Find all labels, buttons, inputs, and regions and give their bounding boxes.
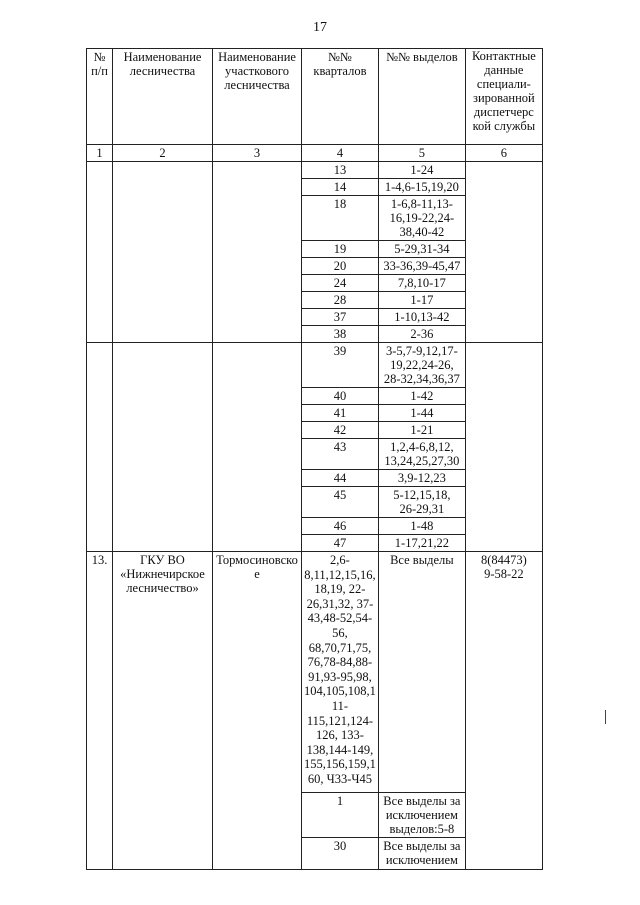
- allotment-cell: 1-10,13-42: [378, 309, 465, 326]
- column-index: 2: [113, 145, 213, 162]
- quarter-cell: 37: [302, 309, 379, 326]
- forestry-table: [86, 48, 543, 870]
- quarter-cell: 30: [302, 838, 379, 870]
- allotment-cell: 1-6,8-11,13- 16,19-22,24- 38,40-42: [378, 196, 465, 241]
- allotment-cell: 5-29,31-34: [378, 241, 465, 258]
- allotment-cell: 1-4,6-15,19,20: [378, 179, 465, 196]
- quarter-cell: 46: [302, 518, 379, 535]
- quarter-cell: 42: [302, 422, 379, 439]
- quarter-cell: 28: [302, 292, 379, 309]
- allotment-cell: 7,8,10-17: [378, 275, 465, 292]
- allotment-cell: 1-21: [378, 422, 465, 439]
- column-index: 1: [87, 145, 113, 162]
- header-cell: Контактные данные специали- зированной диспетчерс кой службы: [465, 49, 542, 145]
- quarter-cell: 19: [302, 241, 379, 258]
- allotment-cell: 3,9-12,23: [378, 470, 465, 487]
- number-cell: 13.: [87, 552, 113, 870]
- contact-cell: [465, 343, 542, 552]
- quarter-cell: 44: [302, 470, 379, 487]
- quarter-cell: 1: [302, 793, 379, 838]
- header-row: [87, 49, 543, 145]
- header-cell: Наименование лесничества: [113, 49, 213, 145]
- column-index: 3: [213, 145, 302, 162]
- allotment-cell: 1-17: [378, 292, 465, 309]
- table-row: [87, 552, 543, 793]
- quarter-cell: 47: [302, 535, 379, 552]
- allotment-cell: 33-36,39-45,47: [378, 258, 465, 275]
- margin-mark: [605, 710, 606, 724]
- header-cell: №№ кварталов: [302, 49, 379, 145]
- table-row: [87, 162, 543, 179]
- contact-cell: 8(84473) 9-58-22: [465, 552, 542, 870]
- allotment-cell: Все выделы: [378, 552, 465, 793]
- quarter-cell: 24: [302, 275, 379, 292]
- quarter-cell: 20: [302, 258, 379, 275]
- number-cell: [87, 162, 113, 343]
- quarter-cell: 41: [302, 405, 379, 422]
- allotment-cell: 3-5,7-9,12,17- 19,22,24-26, 28-32,34,36,37: [378, 343, 465, 388]
- column-index-row: [87, 145, 543, 162]
- allotment-cell: 1-17,21,22: [378, 535, 465, 552]
- quarter-cell: 40: [302, 388, 379, 405]
- allotment-cell: 1-24: [378, 162, 465, 179]
- quarter-cell: 43: [302, 439, 379, 470]
- allotment-cell: 5-12,15,18, 26-29,31: [378, 487, 465, 518]
- quarter-cell: 18: [302, 196, 379, 241]
- forestry-name-cell: ГКУ ВО «Нижнечирское лесничество»: [113, 552, 213, 870]
- quarter-cell: 13: [302, 162, 379, 179]
- number-cell: [87, 343, 113, 552]
- allotment-cell: 1-48: [378, 518, 465, 535]
- column-index: 6: [465, 145, 542, 162]
- column-index: 4: [302, 145, 379, 162]
- quarter-cell: 38: [302, 326, 379, 343]
- district-name-cell: Тормосиновско е: [213, 552, 302, 870]
- page-number: 17: [313, 20, 327, 35]
- quarter-cell: 39: [302, 343, 379, 388]
- header-cell: №№ выделов: [378, 49, 465, 145]
- allotment-cell: Все выделы за исключением: [378, 838, 465, 870]
- allotment-cell: 2-36: [378, 326, 465, 343]
- district-name-cell: [213, 162, 302, 343]
- forestry-name-cell: [113, 162, 213, 343]
- quarter-cell: 45: [302, 487, 379, 518]
- allotment-cell: 1-42: [378, 388, 465, 405]
- district-name-cell: [213, 343, 302, 552]
- header-cell: Наименование участкового лесничества: [213, 49, 302, 145]
- contact-cell: [465, 162, 542, 343]
- forestry-name-cell: [113, 343, 213, 552]
- allotment-cell: Все выделы за исключением выделов:5-8: [378, 793, 465, 838]
- header-cell: № п/п: [87, 49, 113, 145]
- allotment-cell: 1-44: [378, 405, 465, 422]
- allotment-cell: 1,2,4-6,8,12, 13,24,25,27,30: [378, 439, 465, 470]
- quarter-cell: 14: [302, 179, 379, 196]
- table-row: [87, 343, 543, 388]
- column-index: 5: [378, 145, 465, 162]
- quarter-cell: 2,6- 8,11,12,15,16, 18,19, 22- 26,31,32, 37- 43,48-52,54- 56, 68,70,71,75, 76,78-84,88- 91,93-95,98, 104,105,108,1 11- 115,121,124- 126, 133- 138,144-149, 155,156,159,1 60, Ч33-Ч45: [302, 552, 379, 793]
